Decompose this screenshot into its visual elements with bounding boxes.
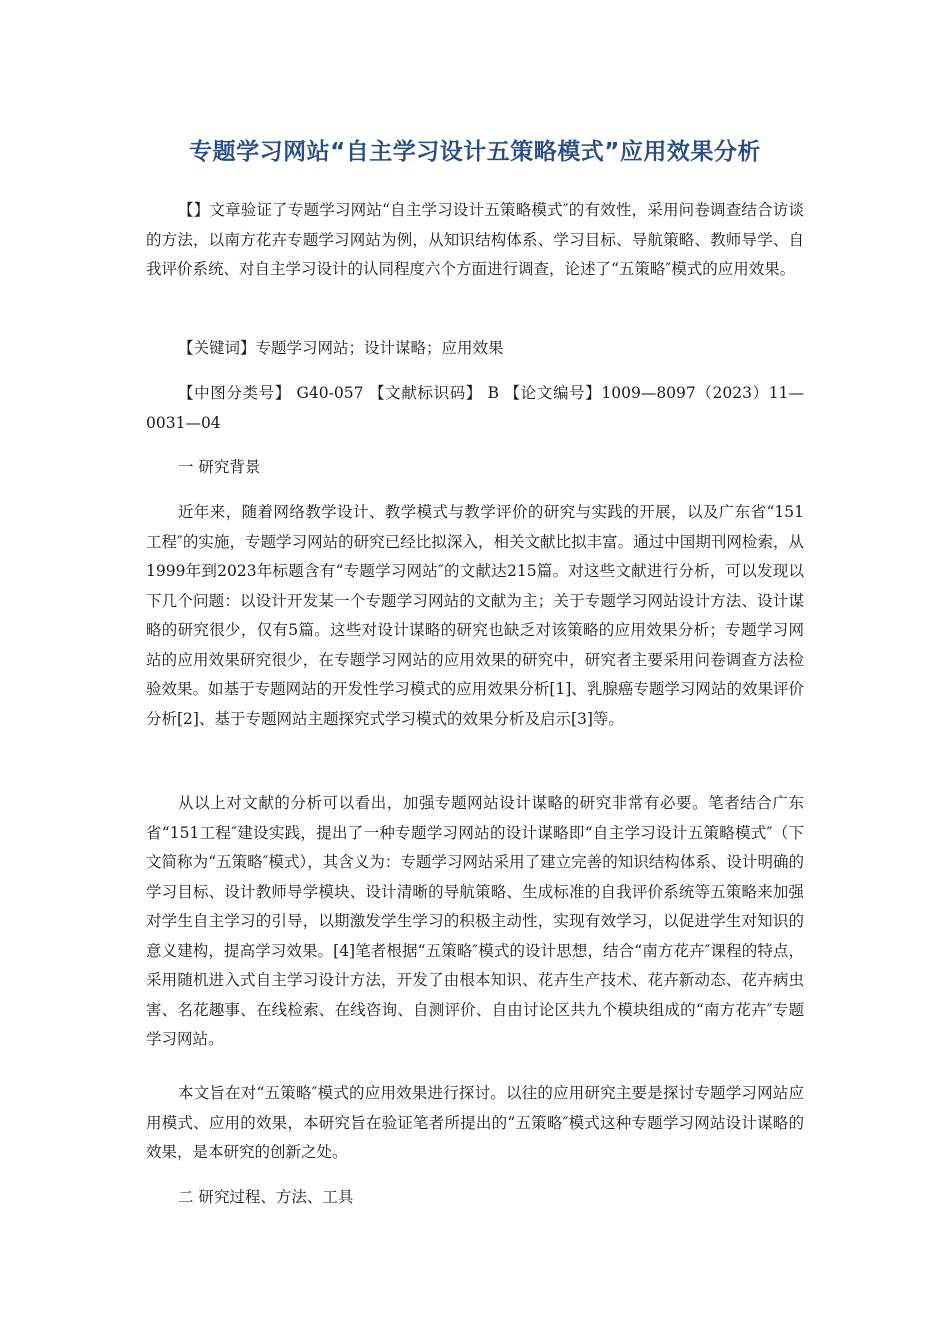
section-heading-background: 一 研究背景 (178, 458, 261, 476)
body-paragraph-1: 近年来，随着网络教学设计、教学模式与教学评价的研究与实践的开展，以及广东省“151工程″的实施，专题学习网站的研究已经比拟深入，相关文献比拟丰富。通过中国期刊网检索，从1999年到2023年标题含有“专题学习网站″的文献达215篇。对这些文献进行分析，可以发现以下几个问题：以设计开发某一个专题学习网站的文献为主；关于专题学习网站设计方法、设计谋略的研究很少，仅有5篇。这些对设计谋略的研究也缺乏对该策略的应用效果分析；专题学习网站的应用效果研究很少，在专题学习网站的应用效果的研究中，研究者主要采用问卷调查方法检验效果。如基于专题网站的开发性学习模式的应用效果分析[1]、乳腺癌专题学习网站的效果评价分析[2]、基于专题网站主题探究式学习模式的效果分析及启示[3]等。 (146, 503, 804, 728)
section-heading-process: 二 研究过程、方法、工具 (178, 1188, 354, 1206)
paper-title: 专题学习网站“自主学习设计五策略模式”应用效果分析 (189, 139, 761, 165)
body-paragraph-2: 从以上对文献的分析可以看出，加强专题网站设计谋略的研究非常有必要。笔者结合广东省“151工程″建设实践，提出了一种专题学习网站的设计谋略即“自主学习设计五策略模式″（下文简称为“五策略″模式），其含义为：专题学习网站采用了建立完善的知识结构体系、设计明确的学习目标、设计教师导学模块、设计清晰的导航策略、生成标准的自我评价系统等五策略来加强对学生自主学习的引导，以期激发学生学习的积极主动性，实现有效学习，以促进学生对知识的意义建构，提高学习效果。[4]笔者根据“五策略″模式的设计思想，结合“南方花卉″课程的特点，采用随机进入式自主学习设计方法，开发了由根本知识、花卉生产技术、花卉新动态、花卉病虫害、名花趣事、在线检索、在线咨询、自测评价、自由讨论区共九个模块组成的“南方花卉″专题学习网站。 (146, 794, 804, 1048)
classification-line: 【中图分类号】 G40-057 【文献标识码】 B 【论文编号】1009—8097（2023）11—0031—04 (146, 384, 804, 432)
abstract-paragraph: 【】文章验证了专题学习网站“自主学习设计五策略模式″的有效性，采用问卷调查结合访谈的方法，以南方花卉专题学习网站为例，从知识结构体系、学习目标、导航策略、教师导学、自我评价系统、对自主学习设计的认同程度六个方面进行调查，论述了“五策略″模式的应用效果。 (146, 201, 804, 278)
body-paragraph-3: 本文旨在对“五策略″模式的应用效果进行探讨。以往的应用研究主要是探讨专题学习网站应用模式、应用的效果，本研究旨在验证笔者所提出的“五策略″模式这种专题学习网站设计谋略的效果，是本研究的创新之处。 (146, 1084, 804, 1161)
keywords-line: 【关键词】专题学习网站；设计谋略；应用效果 (178, 339, 504, 357)
